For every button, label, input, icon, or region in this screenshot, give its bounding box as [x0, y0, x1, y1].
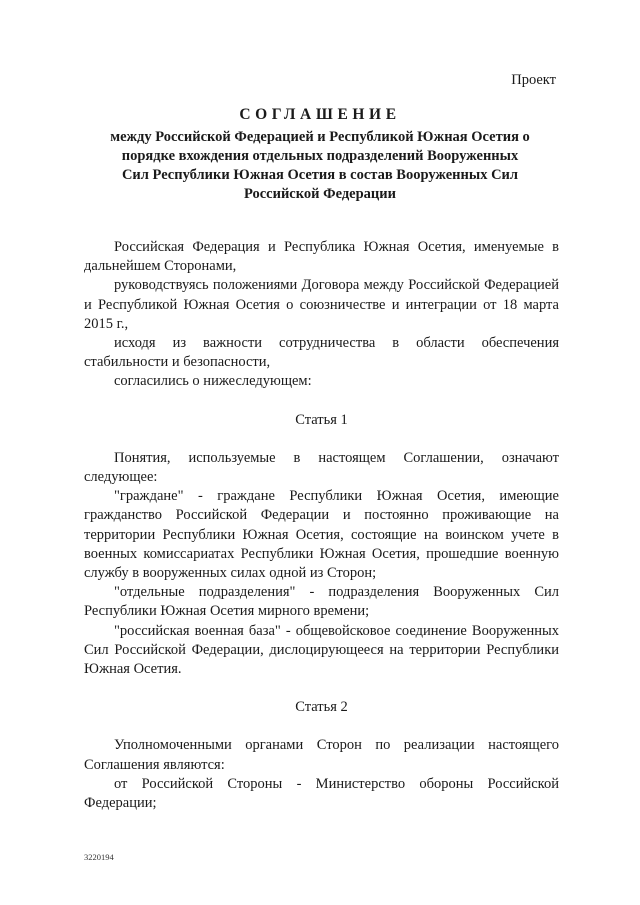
article-1-paragraph: "граждане" - граждане Республики Южная Осетия, имеющие гражданство Российской Федерации и постоянно проживающие на территории Республики Южная Осетия, состоящие на воинском учете в военных комиссариатах Республики Южная Осетия, прошедшие военную службу в вооруженных силах одной из Сторон;	[84, 488, 559, 582]
document-body	[84, 238, 559, 813]
document-subtitle: между Российской Федерацией и Республикой Южная Осетия о порядке вхождения отдельных подразделений Вооруженных Сил Республики Южная Осетия в состав Вооруженных Сил Российской Федерации	[110, 129, 530, 202]
document-number: 3220194	[84, 852, 114, 862]
preamble-paragraph: Российская Федерация и Республика Южная Осетия, именуемые в дальнейшем Сторонами,	[84, 239, 559, 275]
preamble-paragraph: согласились о нижеследующем:	[114, 373, 312, 390]
article-2-paragraph: от Российской Стороны - Министерство обороны Российской Федерации;	[84, 775, 559, 812]
draft-stamp: Проект	[511, 72, 556, 88]
article-2-heading: Статья 2	[295, 699, 348, 716]
document-title: СОГЛАШЕНИЕ	[239, 106, 401, 123]
article-1-paragraph: "российская военная база" - общевойсковое соединение Вооруженных Сил Российской Федерации, дислоцирующееся на территории Республики Южная Осетия.	[84, 622, 559, 678]
article-1-paragraph: Понятия, используемые в настоящем Соглашении, означают следующее:	[84, 449, 559, 486]
preamble-paragraph: исходя из важности сотрудничества в области обеспечения стабильности и безопасности,	[84, 335, 559, 371]
preamble-paragraph: руководствуясь положениями Договора между Российской Федерацией и Республикой Южная Осетия о союзничестве и интеграции от 18 марта 2015 г.,	[84, 277, 559, 332]
article-2-paragraph: Уполномоченными органами Сторон по реализации настоящего Соглашения являются:	[84, 737, 559, 773]
article-1-heading: Статья 1	[295, 411, 348, 428]
article-1-paragraph: "отдельные подразделения" - подразделения Вооруженных Сил Республики Южная Осетия мирного времени;	[84, 584, 559, 620]
